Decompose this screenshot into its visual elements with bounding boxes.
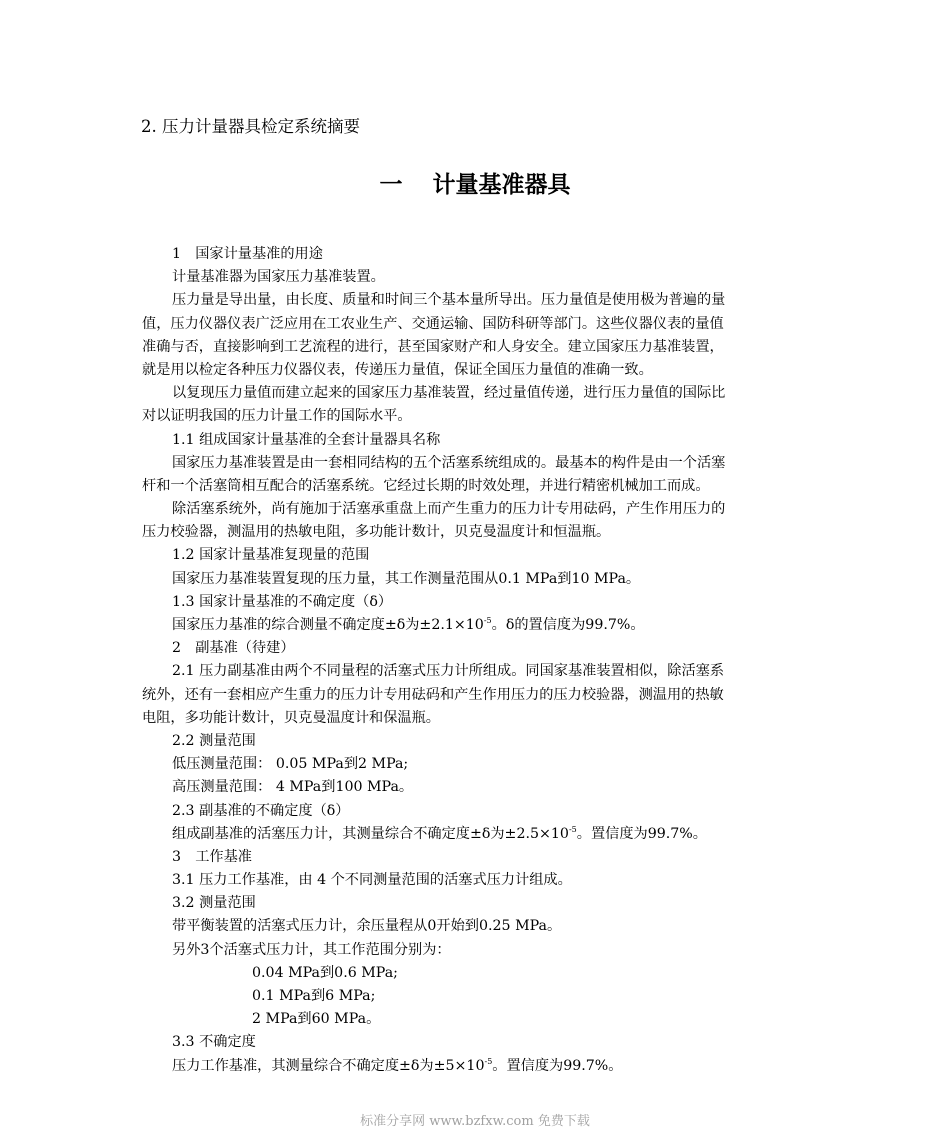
list-item: 2 MPa到60 MPa。 (252, 1011, 381, 1028)
subheading: 1.3 国家计量基准的不确定度（δ） (172, 593, 393, 610)
paragraph-line: 国家压力基准装置是由一套相同结构的五个活塞系统组成的。最基本的构件是由一个活塞 (172, 454, 726, 471)
list-item: 0.04 MPa到0.6 MPa; (252, 964, 398, 981)
paragraph-line: 2.1 压力副基准由两个不同量程的活塞式压力计所组成。同国家基准装置相似，除活塞系 (172, 663, 725, 680)
subheading: 3 工作基准 (172, 848, 252, 865)
text-run: 压力工作基准，其测量综合不确定度±δ为±5×10 (172, 1057, 485, 1074)
subheading: 3.2 测量范围 (172, 895, 256, 912)
section-heading: 2. 压力计量器具检定系统摘要 (141, 117, 360, 136)
paragraph-line: 压力校验器，测温用的热敏电阻，多功能计数计，贝克曼温度计和恒温瓶。 (142, 524, 611, 541)
paragraph-line: 电阻，多功能计数计，贝克曼温度计和保温瓶。 (142, 709, 440, 726)
paragraph-line (172, 1055, 802, 1078)
subheading: 1 国家计量基准的用途 (172, 246, 323, 262)
paragraph-line: 杆和一个活塞筒相互配合的活塞系统。它经过长期的时效处理，并进行精密机械加工而成。 (142, 477, 710, 494)
paragraph-line: 另外3个活塞式压力计，其工作范围分别为： (172, 941, 451, 958)
subheading: 2.3 副基准的不确定度（δ） (172, 802, 350, 819)
paragraph-line (172, 823, 802, 846)
paragraph-line: 高压测量范围： 4 MPa到100 MPa。 (172, 779, 414, 796)
subheading: 2 副基准（待建） (172, 640, 295, 657)
subheading: 1.2 国家计量基准复现量的范围 (172, 547, 370, 564)
paragraph-line: 3.1 压力工作基准，由 4 个不同测量范围的活塞式压力计组成。 (172, 872, 572, 889)
text-run: 。置信度为99.7%。 (576, 825, 707, 842)
paragraph-line: 带平衡装置的活塞式压力计，余压量程从0开始到0.25 MPa。 (172, 918, 562, 935)
text-run: 。δ的置信度为99.7%。 (491, 617, 645, 633)
paragraph-line: 对以证明我国的压力计量工作的国际水平。 (142, 408, 412, 425)
subheading: 3.3 不确定度 (172, 1034, 256, 1051)
exponent: -5 (568, 824, 577, 834)
text-run: 国家压力基准的综合测量不确定度±δ为±2.1×10 (172, 617, 484, 633)
chapter-number: 一 (379, 171, 403, 198)
chapter-title-text: 计量基准器具 (432, 171, 571, 198)
paragraph-line: 除活塞系统外，尚有施加于活塞承重盘上而产生重力的压力计专用砝码，产生作用压力的 (172, 501, 726, 518)
paragraph-line: 计量基准器为国家压力基准装置。 (172, 269, 385, 286)
body-text (142, 243, 802, 1078)
subheading: 2.2 测量范围 (172, 732, 256, 749)
paragraph-line: 统外，还有一套相应产生重力的压力计专用砝码和产生作用压力的压力校验器，测温用的热敏 (142, 686, 724, 703)
paragraph-line: 国家压力基准装置复现的压力量，其工作测量范围从0.1 MPa到10 MPa。 (172, 570, 641, 587)
exponent: -5 (484, 1056, 493, 1066)
paragraph-line (172, 614, 802, 637)
list-item: 0.1 MPa到6 MPa; (252, 988, 376, 1004)
paragraph-line: 就是用以检定各种压力仪器仪表，传递压力量值，保证全国压力量值的准确一致。 (142, 361, 653, 378)
chapter-title (0, 170, 950, 200)
text-run: 。置信度为99.7%。 (492, 1057, 623, 1074)
paragraph-line: 准确与否，直接影响到工艺流程的进行，甚至国家财产和人身安全。建立国家压力基准装置， (142, 338, 724, 355)
exponent: -5 (483, 616, 492, 625)
paragraph-line: 压力量是导出量，由长度、质量和时间三个基本量所导出。压力量值是使用极为普遍的量 (172, 292, 726, 309)
footer-watermark: 标准分享网 www.bzfxw.com 免费下载 (360, 1114, 590, 1129)
paragraph-line: 值，压力仪器仪表广泛应用在工农业生产、交通运输、国防科研等部门。这些仪器仪表的量值 (142, 315, 724, 332)
paragraph-line: 低压测量范围： 0.05 MPa到2 MPa; (172, 756, 409, 773)
text-run: 组成副基准的活塞压力计，其测量综合不确定度±δ为±2.5×10 (172, 825, 569, 842)
paragraph-line: 以复现压力量值而建立起来的国家压力基准装置，经过量值传递，进行压力量值的国际比 (172, 385, 726, 402)
subheading: 1.1 组成国家计量基准的全套计量器具名称 (172, 431, 441, 448)
